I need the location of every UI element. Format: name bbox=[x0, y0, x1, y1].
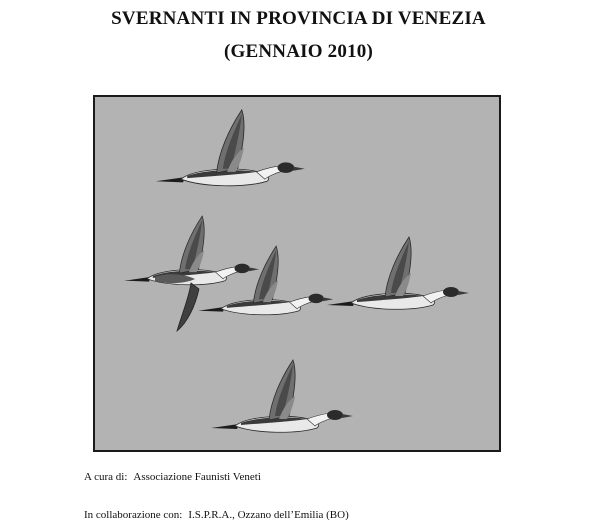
duck-top bbox=[156, 110, 305, 186]
document-title: SVERNANTI IN PROVINCIA DI VENEZIA bbox=[111, 8, 486, 29]
edited-by-label: A cura di: bbox=[84, 471, 128, 483]
duck-left-upper bbox=[124, 216, 259, 285]
duck-right bbox=[327, 237, 469, 309]
edited-by-line bbox=[84, 471, 261, 483]
collaboration-label: In collaborazione con: bbox=[84, 509, 183, 520]
cover-photo bbox=[93, 95, 501, 452]
edited-by-organization: Associazione Faunisti Veneti bbox=[133, 471, 261, 483]
collaboration-organization: I.S.P.R.A., Ozzano dell’Emilia (BO) bbox=[188, 509, 349, 520]
collaboration-line bbox=[84, 509, 349, 520]
flying-ducks-illustration bbox=[95, 97, 499, 450]
duck-bottom bbox=[211, 360, 353, 432]
document-subtitle-date: (GENNAIO 2010) bbox=[224, 41, 373, 62]
